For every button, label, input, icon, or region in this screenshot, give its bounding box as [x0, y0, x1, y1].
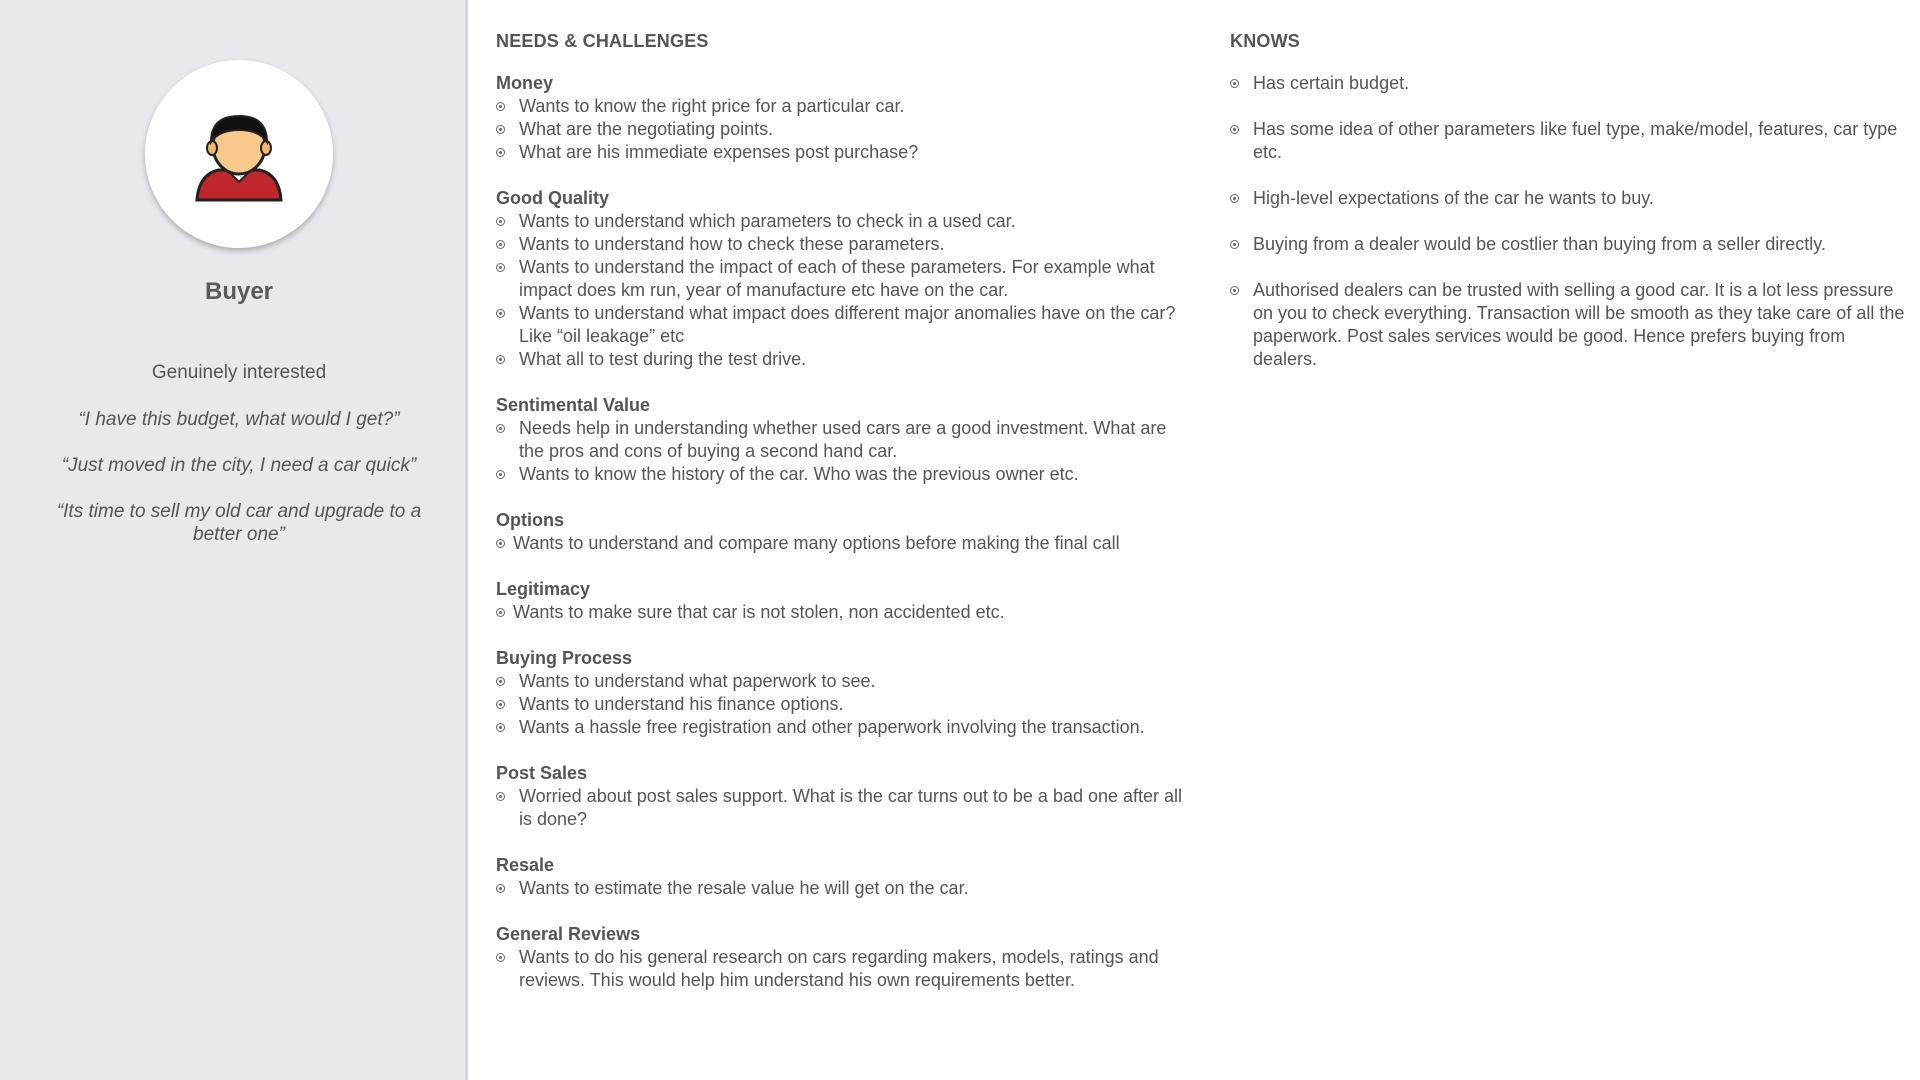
bullet-icon: [1230, 79, 1239, 88]
list-item: What are his immediate expenses post purchase?: [496, 141, 1196, 164]
list-item: Wants a hassle free registration and other paperwork involving the transaction.: [496, 716, 1196, 739]
needs-title: NEEDS & CHALLENGES: [496, 31, 709, 51]
bullet-icon: [496, 792, 505, 801]
knows-title: KNOWS: [1230, 31, 1300, 51]
needs-section-general-reviews: [496, 923, 1196, 992]
bullet-icon: [496, 263, 505, 272]
section-title: Buying Process: [496, 648, 633, 668]
needs-section-good-quality: [496, 187, 1196, 371]
persona-quote: “I have this budget, what would I get?”: [78, 409, 400, 430]
needs-section-money: [496, 72, 1196, 164]
list-item: Wants to understand what paperwork to see.: [496, 670, 1196, 693]
section-title: Money: [496, 73, 554, 93]
bullet-icon: [496, 355, 505, 364]
list-item: What are the negotiating points.: [496, 118, 1196, 141]
bullet-icon: [1230, 194, 1239, 203]
needs-section-resale: [496, 854, 1196, 900]
needs-section-buying-process: [496, 647, 1196, 739]
list-item: Wants to understand what impact does different major anomalies have on the car? Like “oil leakage” etc: [496, 302, 1196, 348]
section-title: Options: [496, 510, 564, 530]
bullet-icon: [496, 953, 505, 962]
bullet-icon: [1230, 240, 1239, 249]
bullet-icon: [496, 700, 505, 709]
list-item: Authorised dealers can be trusted with selling a good car. It is a lot less pressure on you to check everything. Transaction will be smooth as they take care of all the paperwork. Post sales services would be good. Hence prefers buying from dealers.: [1230, 279, 1910, 371]
bullet-icon: [496, 240, 505, 249]
list-item: Wants to estimate the resale value he will get on the car.: [496, 877, 1196, 900]
needs-section-post-sales: [496, 762, 1196, 831]
list-item: Wants to do his general research on cars regarding makers, models, ratings and reviews. This would help him understand his own requirements better.: [496, 946, 1196, 992]
bullet-icon: [496, 470, 505, 479]
persona-quotes: [55, 408, 423, 569]
persona-quote: “Just moved in the city, I need a car quick”: [61, 455, 417, 476]
list-item: Wants to make sure that car is not stolen, non accidented etc.: [496, 601, 1196, 624]
bullet-icon: [496, 148, 505, 157]
avatar: [145, 60, 333, 248]
section-title: General Reviews: [496, 924, 641, 944]
bullet-icon: [496, 424, 505, 433]
persona-description: Genuinely interested: [151, 362, 327, 383]
list-item: Wants to know the right price for a particular car.: [496, 95, 1196, 118]
bullet-icon: [1230, 286, 1239, 295]
list-item: Wants to understand his finance options.: [496, 693, 1196, 716]
list-item: Has some idea of other parameters like fuel type, make/model, features, car type etc.: [1230, 118, 1910, 164]
bullet-icon: [496, 309, 505, 318]
section-title: Legitimacy: [496, 579, 591, 599]
list-item: Needs help in understanding whether used cars are a good investment. What are the pros and cons of buying a second hand car.: [496, 417, 1196, 463]
bullet-icon: [496, 539, 505, 548]
list-item: Buying from a dealer would be costlier than buying from a seller directly.: [1230, 233, 1910, 256]
bullet-icon: [496, 125, 505, 134]
persona-name: Buyer: [204, 278, 274, 305]
needs-section-legitimacy: [496, 578, 1196, 624]
section-title: Good Quality: [496, 188, 610, 208]
list-item: Wants to understand and compare many options before making the final call: [496, 532, 1196, 555]
list-item: Wants to understand the impact of each of these parameters. For example what impact does km run, year of manufacture etc have on the car.: [496, 256, 1196, 302]
needs-challenges-column: [496, 30, 1196, 1015]
list-item: High-level expectations of the car he wants to buy.: [1230, 187, 1910, 210]
bullet-icon: [1230, 125, 1239, 134]
list-item: What all to test during the test drive.: [496, 348, 1196, 371]
section-title: Post Sales: [496, 763, 588, 783]
bullet-icon: [496, 217, 505, 226]
person-avatar-icon: [189, 104, 289, 204]
list-item: Worried about post sales support. What is the car turns out to be a bad one after all is done?: [496, 785, 1196, 831]
list-item: Wants to know the history of the car. Who was the previous owner etc.: [496, 463, 1196, 486]
section-title: Sentimental Value: [496, 395, 651, 415]
needs-section-sentimental-value: [496, 394, 1196, 486]
bullet-icon: [496, 608, 505, 617]
needs-section-options: [496, 509, 1196, 555]
list-item: Wants to understand how to check these parameters.: [496, 233, 1196, 256]
list-item: Has certain budget.: [1230, 72, 1910, 95]
knows-column: [1230, 30, 1910, 394]
section-title: Resale: [496, 855, 555, 875]
bullet-icon: [496, 102, 505, 111]
bullet-icon: [496, 677, 505, 686]
persona-quote: “Its time to sell my old car and upgrade to a better one”: [56, 501, 422, 545]
persona-sidebar: [0, 0, 468, 1080]
bullet-icon: [496, 884, 505, 893]
list-item: Wants to understand which parameters to check in a used car.: [496, 210, 1196, 233]
bullet-icon: [496, 723, 505, 732]
